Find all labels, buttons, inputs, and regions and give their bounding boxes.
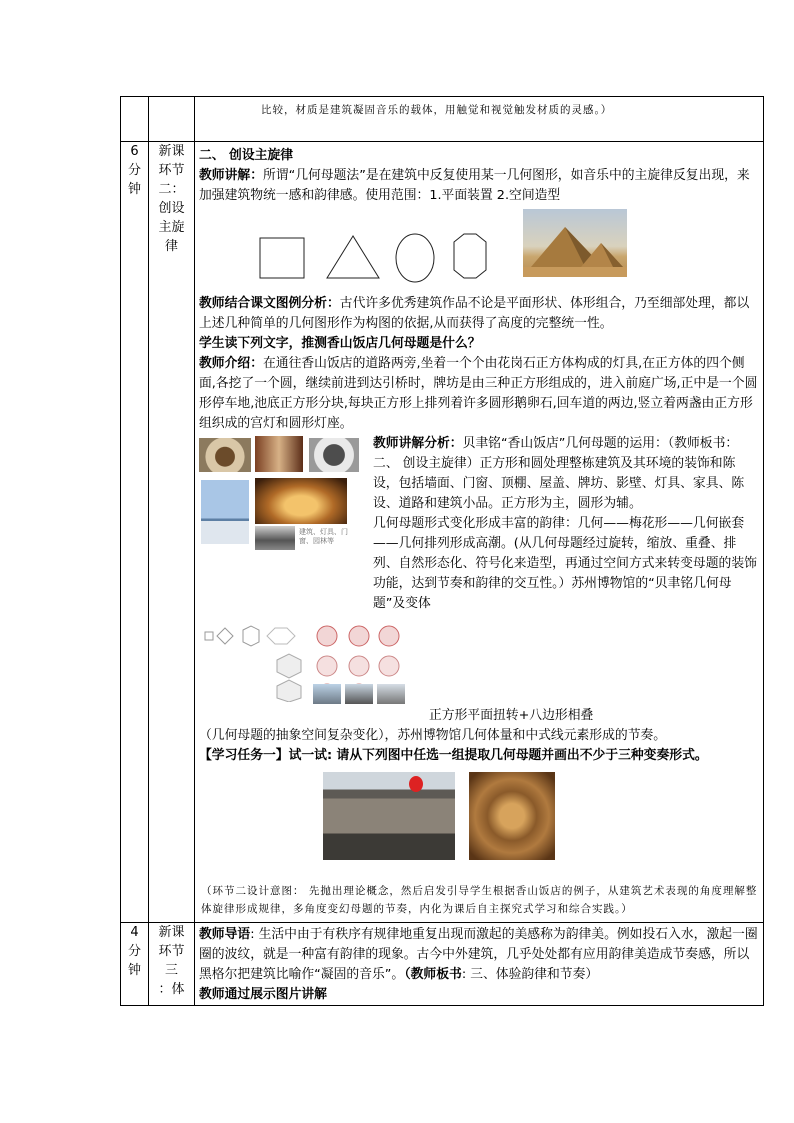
student-task: 学生读下列文字，推测香山饭店几何母题是什么？ — [199, 336, 481, 351]
sand — [523, 267, 627, 277]
task-images — [199, 772, 760, 872]
variation-circle — [379, 656, 399, 676]
label: 教师结合课文图例分析： — [199, 296, 340, 311]
content-cell — [195, 923, 764, 1006]
text: 请从下列图中任选一组提取几何母题并画出不少于三种变奏形式。 — [332, 748, 708, 763]
photo-corridor — [255, 478, 347, 524]
photo-interior — [255, 436, 303, 472]
time-cell — [121, 923, 149, 1006]
variation-circle — [317, 656, 337, 676]
time-text: 钟 — [127, 182, 141, 197]
photo-carved-gate — [323, 772, 455, 860]
museum-photo — [377, 684, 405, 704]
step-text: 环节 — [158, 944, 185, 959]
step-cell — [149, 97, 195, 142]
shapes-svg — [259, 226, 549, 286]
geometric-shapes-figure — [199, 206, 760, 294]
step-text: ：体 — [158, 982, 185, 997]
step-text: 律 — [164, 239, 178, 254]
octagon-shape — [277, 654, 301, 678]
table-row — [121, 923, 764, 1006]
square-shape — [205, 632, 213, 640]
variation-circle — [317, 626, 337, 646]
section-heading: 二、 创设主旋律 — [199, 148, 294, 163]
text: 古代许多优秀建筑作品不论是平面形状、体形组合，乃至细部处理，都以上述几种简单的几何图形作为构图的依据,从而获得了高度的完整统一性。 — [199, 296, 750, 331]
step-cell — [149, 142, 195, 923]
photo-wood-carving — [469, 772, 555, 860]
label: 教师导语 — [199, 927, 251, 942]
suzhou-museum-diagram — [199, 614, 760, 706]
time-text: 分 — [127, 944, 141, 959]
teacher-method: 教师通过展示图片讲解 — [199, 987, 327, 1002]
time-text: 4 — [130, 925, 139, 940]
variation-circle — [349, 656, 369, 676]
step-text: 二： — [158, 182, 185, 197]
variation-circle — [349, 626, 369, 646]
octagon-shape — [277, 680, 301, 702]
step-text: 创设 — [158, 201, 185, 216]
step-text: 主旋 — [158, 220, 185, 235]
photo-caption: 建筑、灯具、门窗、园林等 — [299, 528, 348, 545]
step-text: 环节 — [158, 163, 185, 178]
oval-shape — [396, 234, 434, 282]
step-text: 新课 — [158, 925, 185, 940]
photo-window — [199, 438, 251, 472]
time-text: 6 — [130, 144, 139, 159]
museum-photo — [313, 684, 341, 704]
photo-moon-gate — [309, 438, 359, 472]
figure-explanation: （几何母题的抽象空间复杂变化），苏州博物馆几何体量和中式线元素形成的节奏。 — [199, 728, 667, 743]
rhythm-paragraph: 几何母题形式变化形成丰富的韵律：几何——梅花形——几何嵌套——几何排列形成高潮。(从几何母题经过旋转，缩放、重叠、排列、自然形态化、符号化来造型，再通过空间方式来转变母题的装饰功能，达到节奏和韵律的交互性。）苏州博物馆的“贝聿铭几何母题”及变体 — [373, 516, 757, 611]
triangle-shape — [327, 236, 379, 278]
teacher-intro — [199, 354, 760, 434]
text: : 生活中由于有秩序有规律地重复出现而激起的美感称为韵律美。例如投石入水，激起一圈圈的波纹，就是一种富有韵律的现象。古今中外建筑，几乎处处都有应用韵律美造成节奏感，所以黑格尔把建筑比喻作“凝固的音乐”。 — [199, 927, 758, 982]
step-text: 三 — [164, 963, 178, 978]
text: 贝聿铭“香山饭店”几何母题的运用：（教师板书：二、 创设主旋律）正方形和圆处理整栋建筑及其环境的装饰和陈设，包括墙面、门窗、顶棚、屋盖、牌坊、影壁、灯具、家具、陈设、道路和建筑小品。正方形为主，圆形为辅。 — [373, 436, 745, 511]
teacher-analysis — [199, 294, 760, 334]
table-row — [121, 142, 764, 923]
label: 【学习任务一】试一试: — [199, 748, 333, 763]
square-shape — [260, 238, 304, 278]
design-intent-note: （环节二设计意图： 先抛出理论概念，然后启发引导学生根据香山饭店的例子，从建筑艺术表现的角度理解整体旋律形成规律，多角度变幻母题的节奏，内化为课后自主探究式学习和综合实践。） — [201, 885, 758, 915]
pyramids-svg — [523, 209, 627, 277]
photo-tower — [201, 480, 249, 544]
label: 教师讲解分析： — [373, 436, 463, 451]
content-cell — [195, 142, 764, 923]
continued-design-note: 比较，材质是建筑凝固音乐的载体，用触觉和视觉触发材质的灵感。） — [261, 104, 613, 116]
museum-photo — [345, 684, 373, 704]
time-cell — [121, 142, 149, 923]
label: 教师讲解： — [199, 168, 263, 183]
diamond-shape — [217, 628, 233, 644]
time-cell — [121, 97, 149, 142]
content-cell — [195, 97, 764, 142]
teacher-explanation-analysis — [373, 434, 760, 514]
octagon-shape — [267, 628, 295, 644]
text: 所谓“几何母题法”是在建筑中反复使用某一几何图形，如音乐中的主旋律反复出现，来加强建筑物统一感和韵律感。使用范围：1.平面装置 2.空间造型 — [199, 168, 750, 203]
octagon-shape — [454, 234, 486, 278]
step-text: 新课 — [158, 144, 185, 159]
table-row — [121, 97, 764, 142]
lantern-icon — [409, 776, 423, 792]
teacher-intro — [199, 925, 760, 985]
text: 在通往香山饭店的道路两旁,坐着一个个由花岗石正方体构成的灯具,在正方体的四个侧面,各挖了一个圆，继续前进到达引桥时，牌坊是由三种正方形组成的，进入前庭广场,正中是一个圆形停车地,池底正方形分块,每块正方形上排列着许多圆形鹅卵石,回车道的两边,竖立着两盏由正方形组织成的宫灯和圆形灯座。 — [199, 356, 758, 431]
time-text: 分 — [127, 163, 141, 178]
octagon-shape — [243, 626, 259, 646]
learning-task — [199, 746, 760, 766]
label: 教师介绍： — [199, 356, 263, 371]
lesson-plan-table — [120, 96, 764, 1006]
time-text: 钟 — [127, 963, 141, 978]
figure-caption: 正方形平面扭转+八边形相叠 — [429, 708, 594, 723]
pyramids-photo — [523, 209, 627, 277]
step-cell — [149, 923, 195, 1006]
variation-circle — [379, 626, 399, 646]
photo-courtyard — [255, 526, 295, 550]
teacher-explanation — [199, 166, 760, 206]
label: （教师板书 — [404, 967, 462, 982]
text: : 三、体验韵律和节奏） — [461, 967, 599, 982]
